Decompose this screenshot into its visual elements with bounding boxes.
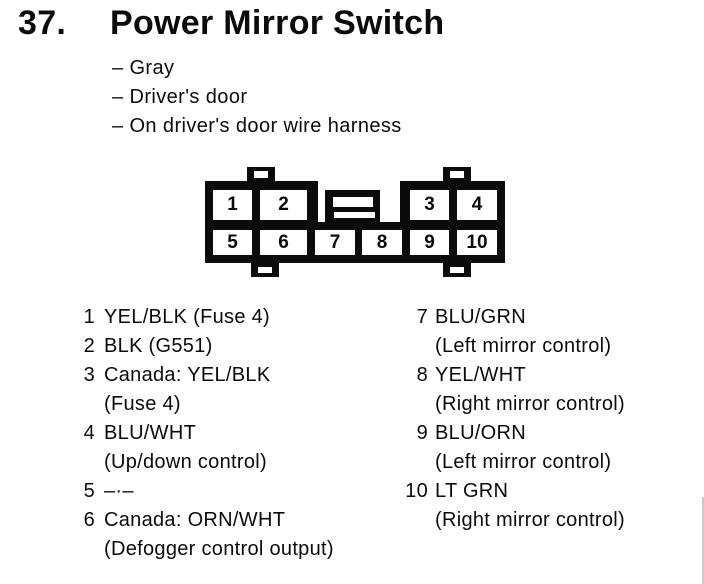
mount-tab-bottom-left bbox=[251, 261, 279, 277]
pin-number bbox=[385, 506, 428, 535]
pin-description: YEL/BLK (Fuse 4) bbox=[104, 306, 270, 328]
pin-description: (Left mirror control) bbox=[435, 451, 612, 473]
legend-row-pin-1 bbox=[62, 303, 334, 332]
note-color: – Gray bbox=[112, 57, 175, 79]
legend-row-pin-3 bbox=[62, 390, 334, 419]
pin-cell-2: 2 bbox=[260, 190, 307, 220]
legend-row-pin-6 bbox=[62, 506, 334, 535]
pin-cell-7: 7 bbox=[315, 230, 355, 255]
legend-row-pin-8 bbox=[385, 390, 625, 419]
legend-row-pin-6 bbox=[62, 535, 334, 564]
mount-tab-bottom-right bbox=[443, 261, 471, 277]
pin-number: 2 bbox=[83, 335, 95, 357]
legend-row-pin-7 bbox=[385, 303, 625, 332]
pin-cell-3: 3 bbox=[410, 190, 449, 220]
legend-left-column bbox=[62, 303, 334, 564]
key-tab-slot bbox=[333, 197, 373, 207]
mount-tab-hole bbox=[258, 267, 272, 273]
connector-diagram bbox=[205, 167, 505, 277]
pin-number bbox=[385, 448, 428, 477]
pin-number: 8 bbox=[416, 364, 428, 386]
pin-description: (Right mirror control) bbox=[435, 509, 625, 531]
pin-number: 7 bbox=[416, 306, 428, 328]
pin-number: 3 bbox=[83, 364, 95, 386]
pin-cell-8: 8 bbox=[362, 230, 402, 255]
pin-number bbox=[385, 390, 428, 419]
pin-number: 5 bbox=[83, 480, 95, 502]
pin-description: (Left mirror control) bbox=[435, 335, 612, 357]
pin-description: –·– bbox=[104, 480, 134, 502]
legend-row-pin-8 bbox=[385, 361, 625, 390]
mount-tab-top-left bbox=[247, 167, 275, 183]
pin-number bbox=[62, 535, 95, 564]
section-number: 37. bbox=[18, 4, 67, 42]
legend-row-pin-7 bbox=[385, 332, 625, 361]
pin-cell-10: 10 bbox=[457, 230, 497, 255]
key-tab-slot bbox=[334, 212, 375, 218]
legend-row-pin-4 bbox=[62, 419, 334, 448]
pin-number bbox=[62, 390, 95, 419]
pin-description: BLU/ORN bbox=[435, 422, 527, 444]
pin-number: 6 bbox=[83, 509, 95, 531]
pin-cell-5: 5 bbox=[213, 230, 252, 255]
legend-row-pin-2 bbox=[62, 332, 334, 361]
legend-row-pin-9 bbox=[385, 448, 625, 477]
pin-cell-6: 6 bbox=[260, 230, 307, 255]
pin-description: (Defogger control output) bbox=[104, 538, 334, 560]
legend-right-column bbox=[385, 303, 625, 535]
pin-description: (Right mirror control) bbox=[435, 393, 625, 415]
pin-description: (Up/down control) bbox=[104, 451, 267, 473]
legend-row-pin-5 bbox=[62, 477, 334, 506]
pin-number: 10 bbox=[405, 480, 428, 502]
note-location: – Driver's door bbox=[112, 86, 248, 108]
legend-row-pin-10 bbox=[385, 506, 625, 535]
pin-number: 4 bbox=[83, 422, 95, 444]
pin-description: (Fuse 4) bbox=[104, 393, 181, 415]
pin-number: 1 bbox=[83, 306, 95, 328]
legend-row-pin-9 bbox=[385, 419, 625, 448]
pin-number bbox=[62, 448, 95, 477]
pin-description: LT GRN bbox=[435, 480, 509, 502]
pin-description: YEL/WHT bbox=[435, 364, 526, 386]
note-harness: – On driver's door wire harness bbox=[112, 115, 402, 137]
pin-cell-4: 4 bbox=[457, 190, 497, 220]
legend-row-pin-4 bbox=[62, 448, 334, 477]
pin-description: BLU/GRN bbox=[435, 306, 527, 328]
mount-tab-hole bbox=[450, 171, 464, 178]
pin-description: BLU/WHT bbox=[104, 422, 197, 444]
pin-cell-1: 1 bbox=[213, 190, 252, 220]
page-title: Power Mirror Switch bbox=[110, 4, 445, 42]
legend-row-pin-3 bbox=[62, 361, 334, 390]
pin-cell-9: 9 bbox=[410, 230, 449, 255]
connector-notes bbox=[112, 54, 402, 141]
pin-number: 9 bbox=[416, 422, 428, 444]
mount-tab-hole bbox=[254, 171, 268, 178]
pin-number bbox=[385, 332, 428, 361]
mount-tab-hole bbox=[450, 267, 464, 273]
pin-description: Canada: ORN/WHT bbox=[104, 509, 286, 531]
pin-description: BLK (G551) bbox=[104, 335, 213, 357]
legend-row-pin-10 bbox=[385, 477, 625, 506]
mount-tab-top-right bbox=[443, 167, 471, 183]
pin-description: Canada: YEL/BLK bbox=[104, 364, 271, 386]
